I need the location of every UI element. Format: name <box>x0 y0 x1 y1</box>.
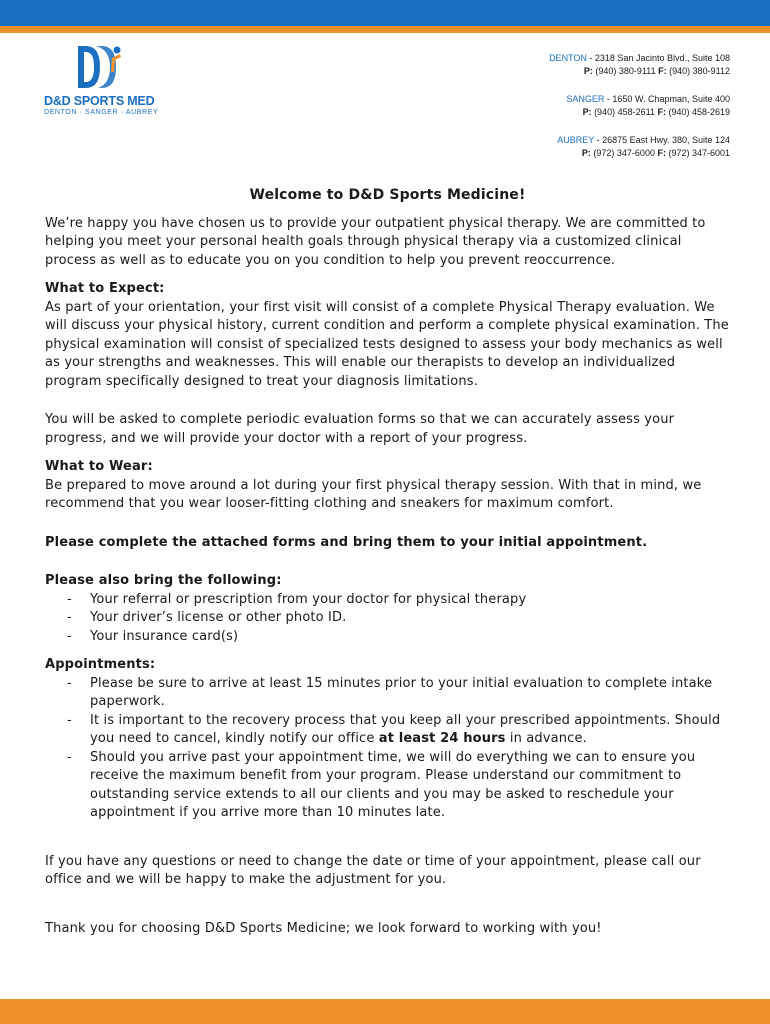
location-name: AUBREY <box>557 135 595 145</box>
list-item-text: Your driver’s license or other photo ID. <box>90 610 347 625</box>
list-item <box>45 749 730 823</box>
fax-number: (940) 380-9112 <box>666 66 730 76</box>
page-title: Welcome to D&D Sports Medicine! <box>249 187 526 203</box>
header-orange-stripe <box>0 26 770 33</box>
logo-name: D&D SPORTS MED <box>44 94 155 108</box>
wear-paragraph: Be prepared to move around a lot during your first physical therapy session. With that in mind, we recommend that you wear looser-fitting clothing and sneakers for maximum comfort. <box>45 477 702 511</box>
list-dash: - <box>67 675 72 691</box>
logo <box>44 44 164 116</box>
location-name: DENTON <box>549 53 587 63</box>
expect-heading: What to Expect: <box>45 281 165 296</box>
location-address: - 26875 East Hwy. 380, Suite 124 <box>594 135 730 145</box>
wear-heading: What to Wear: <box>45 459 153 474</box>
list-dash: - <box>67 610 72 625</box>
letter-body <box>45 186 730 938</box>
expect-paragraph: As part of your orientation, your first visit will consist of a complete Physical Therapy evaluation. We will discuss your physical history, current condition and perform a complete physical examination. The physical examination will consist of specialized tests designed to assess your body mechanics as well as your strengths and weaknesses. This will enable our therapists to develop an individualized program specifically designed to treat your diagnosis limitations. <box>45 299 729 389</box>
logo-mark-icon <box>76 44 124 90</box>
questions-paragraph: If you have any questions or need to change the date or time of your appointment, please call our office and we will be happy to make the adjustment for you. <box>45 853 701 887</box>
fax-number: (972) 347-6001 <box>665 148 730 158</box>
list-item-text: Your insurance card(s) <box>90 628 239 644</box>
bring-list <box>45 591 730 647</box>
list-item <box>45 675 730 712</box>
phone-number: (972) 347-6000 <box>590 148 658 158</box>
appointments-heading: Appointments: <box>45 657 156 672</box>
closing-line: Thank you for choosing D&D Sports Medicine; we look forward to working with you! <box>45 920 602 936</box>
location-list <box>549 52 730 175</box>
list-item <box>45 609 730 628</box>
location-name: SANGER <box>566 94 605 104</box>
location-address: - 2318 San Jacinto Blvd., Suite 108 <box>586 53 730 63</box>
list-dash: - <box>67 628 72 644</box>
list-item-text: Your referral or prescription from your doctor for physical therapy <box>90 591 527 607</box>
fax-label: F: <box>657 107 666 117</box>
fax-label: F: <box>657 148 666 158</box>
footer-orange-bar <box>0 999 770 1024</box>
location-aubrey <box>549 134 730 160</box>
evaluation-paragraph: You will be asked to complete periodic evaluation forms so that we can accurately assess your progress, and we will provide your doctor with a report of your progress. <box>45 412 675 446</box>
forms-notice: Please complete the attached forms and bring them to your initial appointment. <box>45 534 648 550</box>
list-item-text: Please be sure to arrive at least 15 minutes prior to your initial evaluation to complete intake paperwork. <box>90 675 713 709</box>
location-address: - 1650 W. Chapman, Suite 400 <box>604 94 730 104</box>
location-sanger <box>549 93 730 119</box>
phone-number: (940) 458-2611 <box>591 107 658 117</box>
list-item-text: Should you arrive past your appointment time, we will do everything we can to ensure you receive the maximum benefit from your program. Please understand our commitment to outstanding service extends to all our clients and you may be asked to reschedule your appointment if you arrive more than 10 minutes late. <box>90 749 696 820</box>
list-item-text-end: in advance. <box>505 731 587 746</box>
intro-paragraph: We’re happy you have chosen us to provide your outpatient physical therapy. We are committed to helping you meet your personal health goals through physical therapy via a customized clinical process as well as to educate you on you condition to help you prevent reoccurrence. <box>45 215 706 268</box>
phone-number: (940) 380-9111 <box>592 66 659 76</box>
list-item <box>45 628 730 647</box>
list-dash: - <box>67 591 72 607</box>
list-dash: - <box>67 749 72 765</box>
phone-label: P: <box>583 66 593 76</box>
list-item <box>45 712 730 749</box>
location-denton <box>549 52 730 78</box>
phone-label: P: <box>581 148 591 158</box>
list-item-text: It is important to the recovery process that you keep all your prescribed appointments. Should you need to cancel, kindly notify our office <box>90 712 721 746</box>
logo-tagline: DENTON · SANGER · AUBREY <box>44 109 159 116</box>
list-dash: - <box>67 712 72 728</box>
phone-label: P: <box>582 107 592 117</box>
appointments-list <box>45 675 730 823</box>
fax-number: (940) 458-2619 <box>665 107 730 117</box>
fax-label: F: <box>658 66 667 76</box>
bring-heading: Please also bring the following: <box>45 573 282 588</box>
emphasis-text: at least 24 hours <box>378 731 506 746</box>
header-blue-bar <box>0 0 770 26</box>
list-item <box>45 591 730 610</box>
